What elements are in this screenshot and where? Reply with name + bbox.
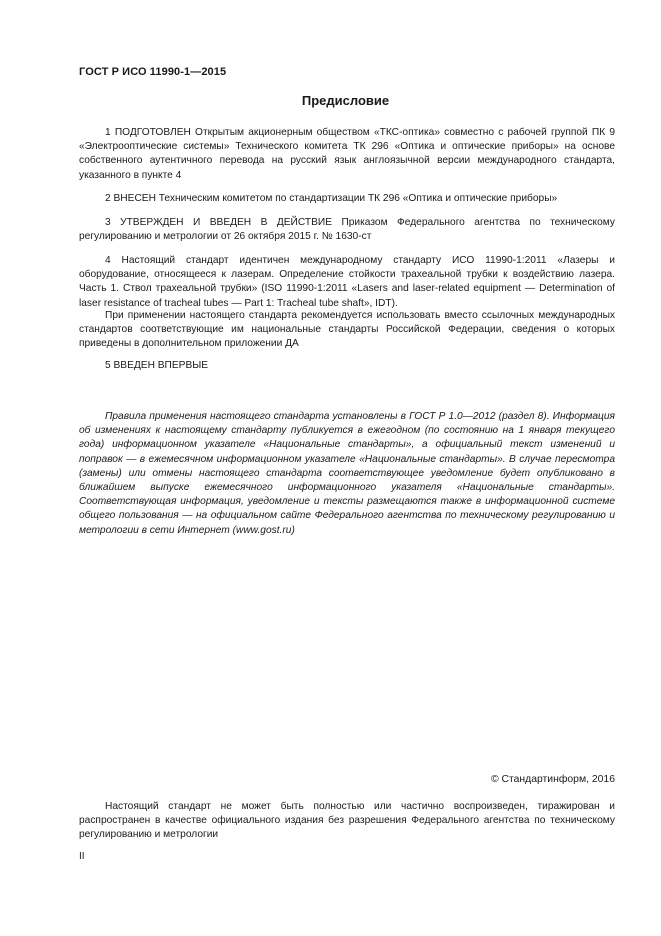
preface-item-3: 3 УТВЕРЖДЕН И ВВЕДЕН В ДЕЙСТВИЕ Приказом Федерального агентства по техническому регулированию и метрологии от 26 октября 2015 г. № 1630-ст: [79, 217, 615, 243]
page-title: Предисловие: [301, 93, 390, 108]
preface-item-4: 4 Настоящий стандарт идентичен международному стандарту ИСО 11990-1:2011 «Лазеры и оборудование, относящееся к лазерам. Определение стойкости трахеальной трубки к воздействию лазера. Часть 1. Ствол трахеальной трубки» (ISO 11990-1:2011 «Lasers and laser-related equipment — Determination of laser resistance of tracheal tubes — Part 1: Tracheal tube shaft», IDT).: [79, 255, 615, 309]
preface-item-2: 2 ВНЕСЕН Техническим комитетом по стандартизации ТК 296 «Оптика и оптические приборы»: [105, 193, 558, 204]
preface-item-5: 5 ВВЕДЕН ВПЕРВЫЕ: [105, 360, 209, 371]
page-number: II: [79, 851, 85, 862]
rules-notice: Правила применения настоящего стандарта установлены в ГОСТ Р 1.0—2012 (раздел 8). Информация об изменениях к настоящему стандарту публикуется в ежегодном (по состоянию на 1 января текущего года) информационном указателе «Национальные стандарты», а официальный текст изменений и поправок — в ежемесячном информационном указателе «Национальные стандарты». В случае пересмотра (замены) или отмены настоящего стандарта соответствующее уведомление будет опубликовано в ближайшем выпуске ежемесячного информационного указателя «Национальные стандарты». Соответствующая информация, уведомление и тексты размещаются также в информационной системе общего пользования — на официальном сайте Федерального агентства по техническому регулированию и метрологии в сети Интернет (www.gost.ru): [79, 411, 615, 536]
reproduction-notice: Настоящий стандарт не может быть полностью или частично воспроизведен, тиражирован и распространен в качестве официального издания без разрешения Федерального агентства по техническому регулированию и метрологии: [79, 801, 615, 841]
document-header: ГОСТ Р ИСО 11990-1—2015: [79, 66, 227, 78]
copyright: © Стандартинформ, 2016: [490, 774, 615, 785]
preface-item-1: 1 ПОДГОТОВЛЕН Открытым акционерным обществом «ТКС-оптика» совместно с рабочей группой ПК 9 «Электрооптические системы» Технического комитета ТК 296 «Оптика и оптические приборы» на основе собственного аутентичного перевода на русский язык англоязычной версии международного стандарта, указанного в пункте 4: [79, 127, 615, 181]
preface-item-4-note: При применении настоящего стандарта рекомендуется использовать вместо ссылочных международных стандартов соответствующие им национальные стандарты Российской Федерации, сведения о которых приведены в дополнительном приложении ДА: [79, 310, 615, 350]
